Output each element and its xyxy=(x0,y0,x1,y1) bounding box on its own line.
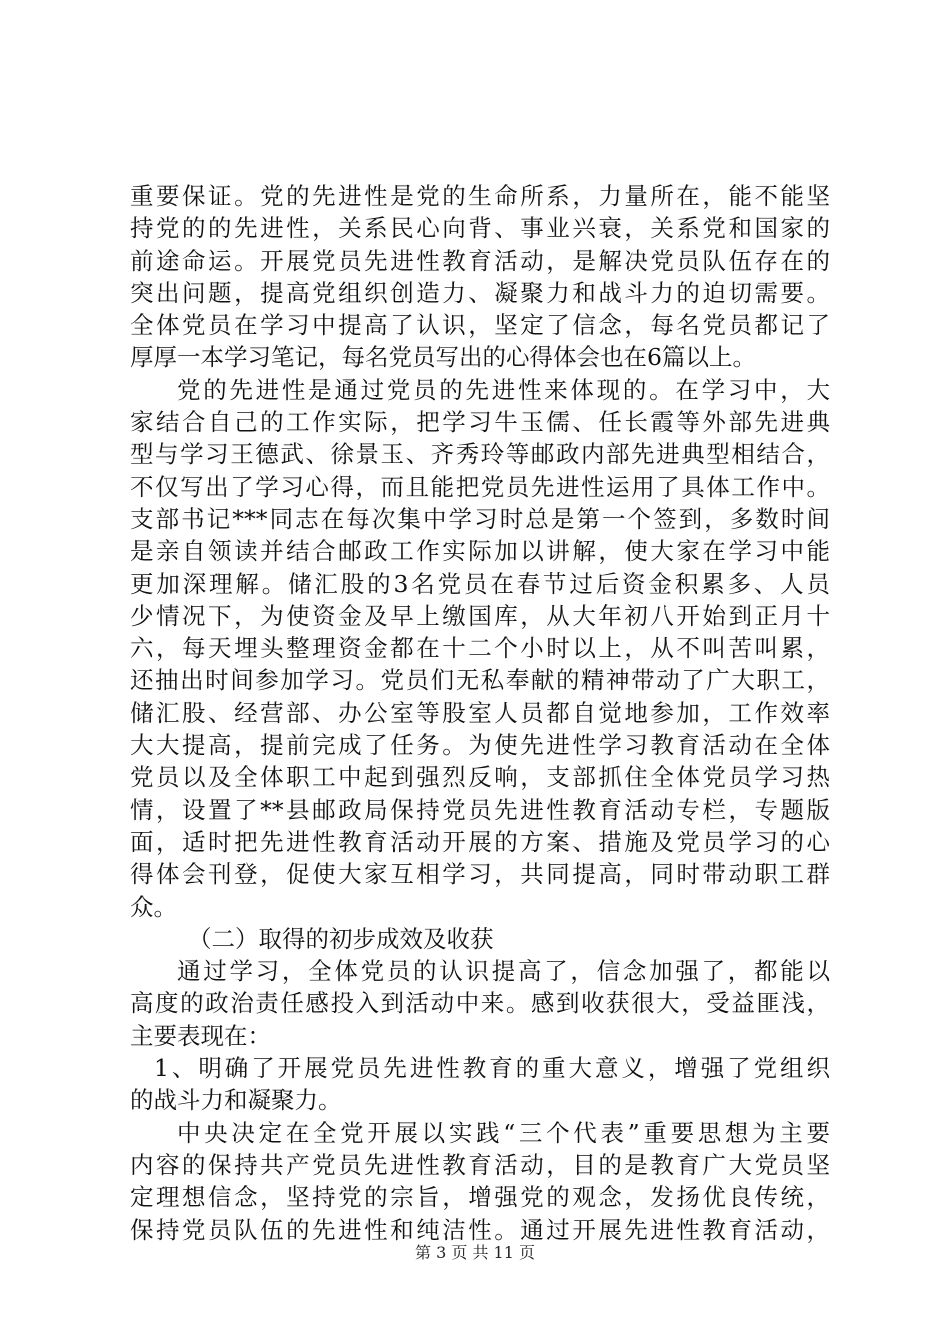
text-line: 前途命运。开展党员先进性教育活动，是解决党员队伍存在的 xyxy=(130,246,830,275)
paragraph-start-line: 党的先进性是通过党员的先进性来体现的。在学习中，大 xyxy=(177,375,830,404)
text-line: 众。 xyxy=(130,892,177,921)
paragraph-start-line: 中央决定在全党开展以实践“三个代表”重要思想为主要 xyxy=(177,1118,830,1147)
document-body xyxy=(130,180,830,1246)
section-heading: （二）取得的初步成效及收获 xyxy=(188,924,494,953)
text-line: 情，设置了**县邮政局保持党员先进性教育活动专栏，专题版 xyxy=(130,795,830,824)
text-line: 家结合自己的工作实际，把学习牛玉儒、任长霞等外部先进典 xyxy=(130,408,830,437)
text-line: 大大提高，提前完成了任务。为使先进性学习教育活动在全体 xyxy=(130,731,830,760)
text-line: 更加深理解。储汇股的3名党员在春节过后资金积累多、人员 xyxy=(130,569,830,598)
paragraph-start-line: 通过学习，全体党员的认识提高了，信念加强了，都能以 xyxy=(177,957,830,986)
text-line: 型与学习王德武、徐景玉、齐秀玲等邮政内部先进典型相结合， xyxy=(130,440,830,469)
text-line: 定理想信念，坚持党的宗旨，增强党的观念，发扬优良传统， xyxy=(130,1183,830,1212)
text-line: 储汇股、经营部、办公室等股室人员都自觉地参加，工作效率 xyxy=(130,698,830,727)
text-line: 高度的政治责任感投入到活动中来。感到收获很大，受益匪浅， xyxy=(130,989,830,1018)
text-line: 得体会刊登，促使大家互相学习，共同提高，同时带动职工群 xyxy=(130,860,830,889)
text-line: 六，每天埋头整理资金都在十二个小时以上，从不叫苦叫累， xyxy=(130,634,830,663)
text-line: 保持党员队伍的先进性和纯洁性。通过开展先进性教育活动， xyxy=(130,1215,830,1244)
text-line: 少情况下，为使资金及早上缴国库，从大年初八开始到正月十 xyxy=(130,601,830,630)
text-line: 内容的保持共产党员先进性教育活动，目的是教育广大党员坚 xyxy=(130,1150,830,1179)
page-number-footer: 第 3 页 共 11 页 xyxy=(415,1243,535,1262)
text-line: 还抽出时间参加学习。党员们无私奉献的精神带动了广大职工， xyxy=(130,666,830,695)
text-line: 突出问题，提高党组织创造力、凝聚力和战斗力的迫切需要。 xyxy=(130,278,830,307)
text-line: 是亲自领读并结合邮政工作实际加以讲解，使大家在学习中能 xyxy=(130,537,830,566)
text-line: 重要保证。党的先进性是党的生命所系，力量所在，能不能坚 xyxy=(130,182,830,210)
text-line: 主要表现在： xyxy=(130,1021,271,1050)
text-line: 厚厚一本学习笔记，每名党员写出的心得体会也在6篇以上。 xyxy=(130,343,756,372)
text-line: 持党的的先进性，关系民心向背、事业兴衰，关系党和国家的 xyxy=(130,214,830,243)
text-line: 面，适时把先进性教育活动开展的方案、措施及党员学习的心 xyxy=(130,827,830,856)
numbered-item-line: 1、明确了开展党员先进性教育的重大意义，增强了党组织 xyxy=(154,1054,830,1083)
text-line: 的战斗力和凝聚力。 xyxy=(130,1086,342,1115)
text-line: 支部书记***同志在每次集中学习时总是第一个签到，多数时间 xyxy=(130,504,830,533)
text-line: 党员以及全体职工中起到强烈反响，支部抓住全体党员学习热 xyxy=(130,763,830,792)
text-line: 全体党员在学习中提高了认识，坚定了信念，每名党员都记了 xyxy=(130,311,830,340)
text-line: 不仅写出了学习心得，而且能把党员先进性运用了具体工作中。 xyxy=(130,472,830,501)
